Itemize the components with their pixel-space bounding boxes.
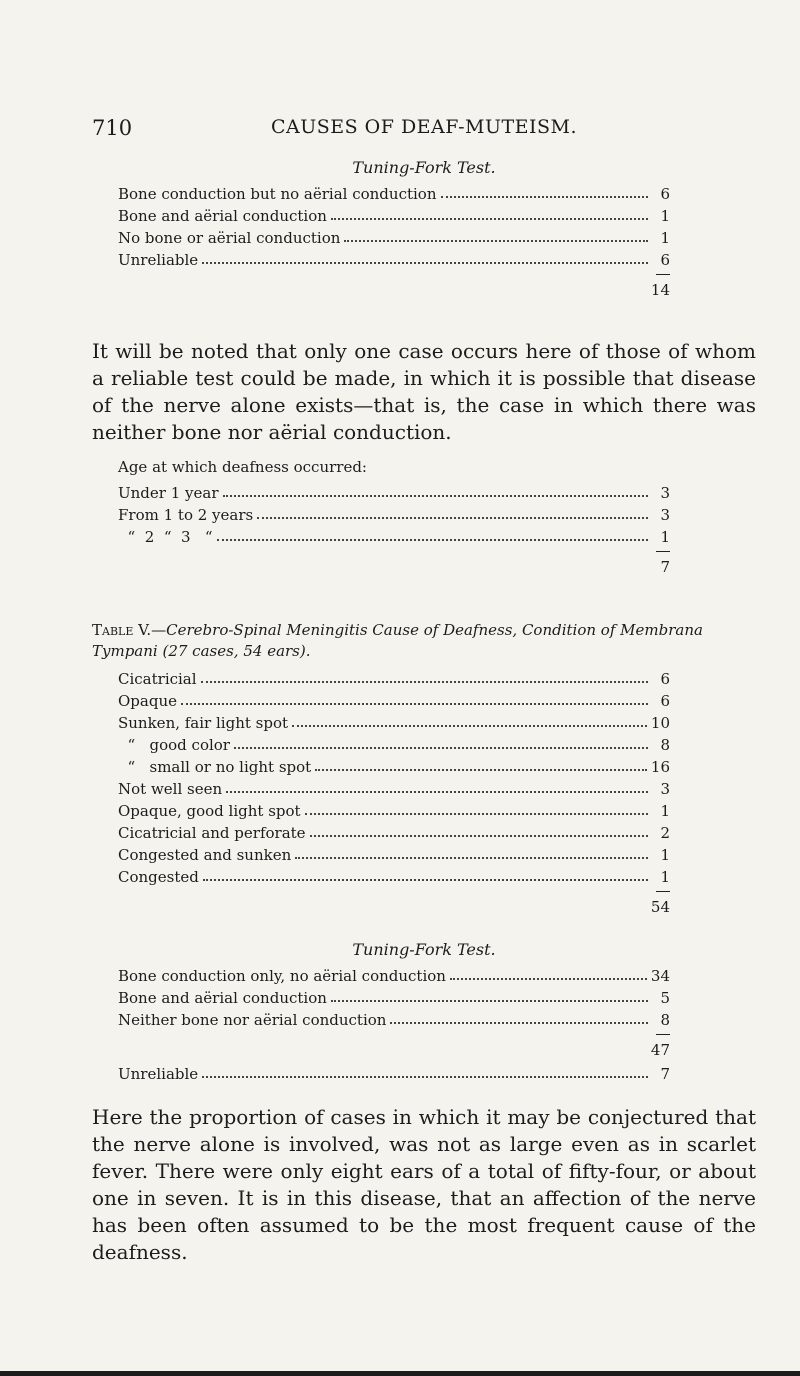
table-row xyxy=(118,181,670,203)
row-label: Opaque, good light spot xyxy=(118,802,301,820)
row-value: 8 xyxy=(660,1011,670,1029)
table-row xyxy=(118,963,670,985)
leader-dots xyxy=(292,725,647,727)
table-row xyxy=(118,710,670,732)
table-row xyxy=(118,203,670,225)
age-table xyxy=(118,480,670,578)
leader-dots xyxy=(310,835,648,837)
row-label: Unreliable xyxy=(118,251,199,269)
table-row xyxy=(118,1061,670,1083)
row-label: Bone and aërial conduction xyxy=(118,989,327,1007)
row-label: Opaque xyxy=(118,692,177,710)
row-label: Unreliable xyxy=(118,1065,199,1083)
table-row xyxy=(118,732,670,754)
row-value: 6 xyxy=(660,670,670,688)
table-number: V. xyxy=(138,621,152,639)
row-value: 34 xyxy=(650,967,670,985)
row-label: Sunken, fair light spot xyxy=(118,714,289,732)
table-5 xyxy=(118,666,670,918)
table-row xyxy=(118,798,670,820)
leader-dots xyxy=(201,681,648,683)
leader-dots xyxy=(234,747,648,749)
age-intro: Age at which deafness occurred: xyxy=(118,458,367,476)
table-row xyxy=(118,1007,670,1029)
tuning-fork-table-1 xyxy=(118,181,670,301)
leader-dots xyxy=(315,769,647,771)
row-value: 2 xyxy=(660,824,670,842)
row-label: “ small or no light spot xyxy=(118,758,312,776)
table-row xyxy=(118,820,670,842)
table-row xyxy=(118,842,670,864)
table-total: 54 xyxy=(650,898,670,916)
sum-rule xyxy=(656,551,670,552)
row-value: 1 xyxy=(660,207,670,225)
row-value: 7 xyxy=(660,1065,670,1083)
row-label: From 1 to 2 years xyxy=(118,506,254,524)
row-value: 3 xyxy=(660,506,670,524)
row-value: 6 xyxy=(660,185,670,203)
row-value: 1 xyxy=(660,528,670,546)
table-total: 14 xyxy=(650,281,670,299)
row-value: 16 xyxy=(650,758,670,776)
table-row xyxy=(118,754,670,776)
leader-dots xyxy=(202,262,648,264)
tuning-fork-table-2 xyxy=(118,963,670,1083)
table-row xyxy=(118,480,670,502)
page-header xyxy=(92,116,756,146)
leader-dots xyxy=(344,240,648,242)
page-number: 710 xyxy=(92,116,133,140)
table-row xyxy=(118,524,670,546)
leader-dots xyxy=(203,879,648,881)
paragraph-2: Here the proportion of cases in which it may be conjectured that the nerve alone is involved, was not as large even as in scarlet fever. There were only eight ears of a total of fifty-four, or about one in seven. It is in this disease, that an affection of the nerve has been often assumed to be the most frequent cause of the deafness. xyxy=(92,1105,756,1264)
leader-dots xyxy=(181,703,648,705)
leader-dots xyxy=(450,978,647,980)
table-row xyxy=(118,688,670,710)
leader-dots xyxy=(226,791,648,793)
sum-rule xyxy=(656,274,670,275)
leader-dots xyxy=(257,517,648,519)
table-row xyxy=(118,776,670,798)
table-row xyxy=(118,864,670,886)
table-title: Cerebro-Spinal Meningitis Cause of Deafness, Condition of Membrana Tympani (27 cases, 54 ears). xyxy=(92,621,703,660)
tuning-fork-subtitle: Tuning-Fork Test. xyxy=(352,940,496,959)
row-label: Cicatricial and perforate xyxy=(118,824,306,842)
caption-dash: — xyxy=(151,621,167,639)
table-total: 7 xyxy=(660,558,670,576)
row-value: 1 xyxy=(660,802,670,820)
table-5-caption xyxy=(92,620,756,662)
row-value: 8 xyxy=(660,736,670,754)
sum-rule xyxy=(656,891,670,892)
leader-dots xyxy=(305,813,648,815)
table-row xyxy=(118,666,670,688)
table-row xyxy=(118,247,670,269)
leader-dots xyxy=(441,196,649,198)
row-label: Neither bone nor aërial conduction xyxy=(118,1011,387,1029)
row-value: 5 xyxy=(660,989,670,1007)
row-value: 1 xyxy=(660,846,670,864)
row-value: 10 xyxy=(650,714,670,732)
leader-dots xyxy=(331,218,648,220)
table-label: Table xyxy=(92,621,134,639)
leader-dots xyxy=(390,1022,648,1024)
paragraph-1: It will be noted that only one case occurs here of those of whom a reliable test could be made, in which it is possible that disease of the nerve alone exists—that is, the case in which there was neither bone nor aërial conduction. xyxy=(92,339,756,444)
row-label: Congested and sunken xyxy=(118,846,292,864)
leader-dots xyxy=(202,1076,648,1078)
row-label: No bone or aërial conduction xyxy=(118,229,341,247)
table-total: 47 xyxy=(650,1041,670,1059)
table-row xyxy=(118,225,670,247)
running-title: CAUSES OF DEAF-MUTEISM. xyxy=(270,116,578,138)
row-label: Bone conduction only, no aërial conduction xyxy=(118,967,446,985)
table-row xyxy=(118,502,670,524)
row-label: “ 2 “ 3 “ xyxy=(118,528,213,546)
sum-rule xyxy=(656,1034,670,1035)
row-label: Under 1 year xyxy=(118,484,219,502)
row-label: Cicatricial xyxy=(118,670,197,688)
row-value: 1 xyxy=(660,229,670,247)
leader-dots xyxy=(217,539,648,541)
row-label: Bone and aërial conduction xyxy=(118,207,327,225)
row-label: Bone conduction but no aërial conduction xyxy=(118,185,437,203)
leader-dots xyxy=(331,1000,648,1002)
row-value: 3 xyxy=(660,484,670,502)
row-value: 6 xyxy=(660,692,670,710)
row-value: 1 xyxy=(660,868,670,886)
row-value: 6 xyxy=(660,251,670,269)
row-label: Congested xyxy=(118,868,199,886)
row-label: Not well seen xyxy=(118,780,223,798)
row-value: 3 xyxy=(660,780,670,798)
leader-dots xyxy=(223,495,649,497)
row-label: “ good color xyxy=(118,736,230,754)
bottom-edge xyxy=(0,1371,800,1376)
tuning-fork-subtitle: Tuning-Fork Test. xyxy=(352,158,496,177)
leader-dots xyxy=(295,857,648,859)
table-row xyxy=(118,985,670,1007)
